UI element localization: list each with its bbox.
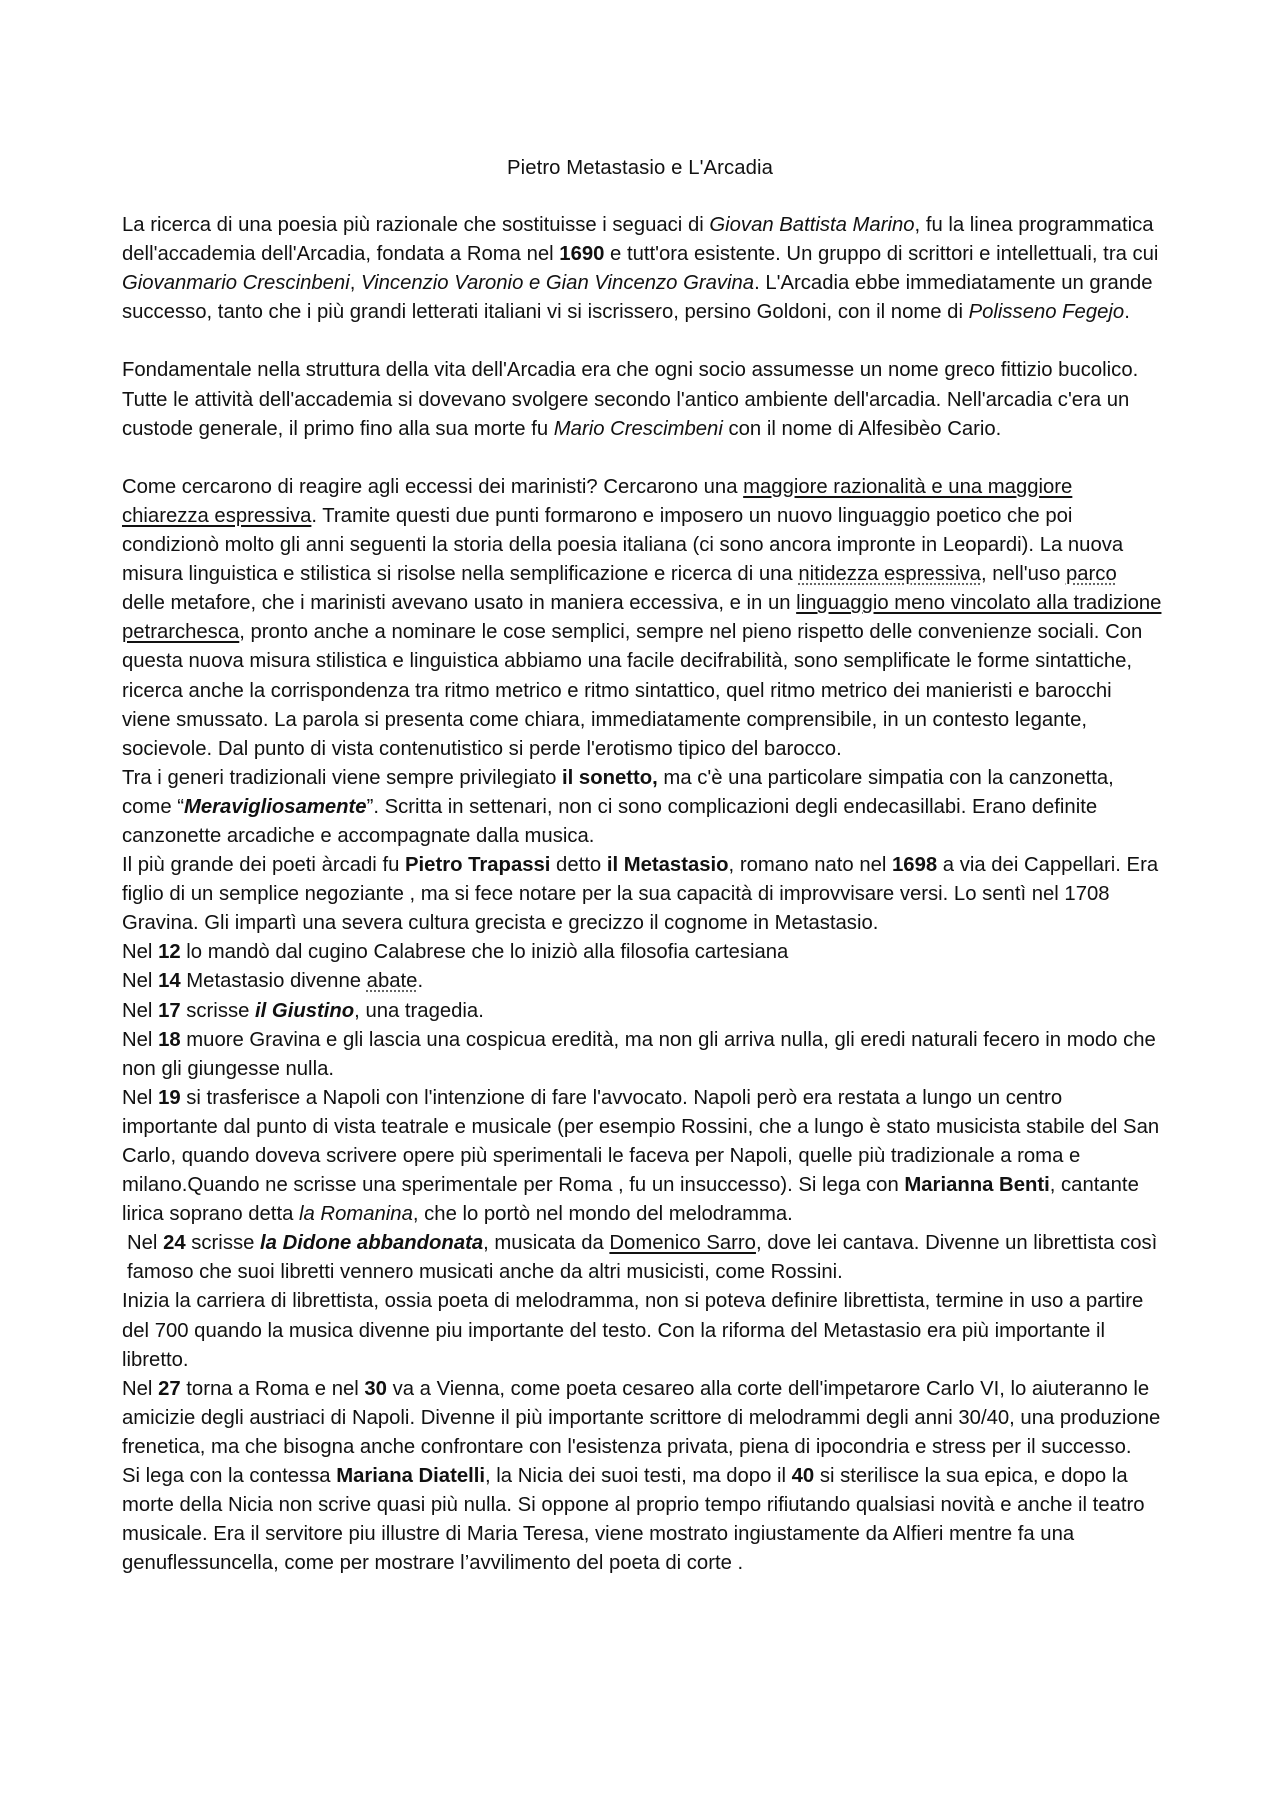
year-bold: 18 (158, 1028, 181, 1051)
text-run: detto (550, 854, 607, 877)
name-marino: Giovan Battista Marino (709, 214, 915, 236)
name-la-romanina: la Romanina (299, 1203, 413, 1226)
text-run: . (1124, 301, 1130, 324)
text-run: . (417, 970, 424, 993)
name-metastasio: il Metastasio (606, 854, 729, 877)
text-run: , la Nicia dei suoi testi, ma dopo il (485, 1465, 792, 1488)
paragraph-gap (122, 327, 1162, 356)
text-run: Tra i generi tradizionali viene sempre privilegiato (122, 766, 563, 789)
name-crescimbeni: Mario Crescimbeni (553, 417, 723, 440)
text-run: . L'Arcadia ebbe immediatamente un grande successo, tanto che i più grandi letterati italiani vi si iscrissero, persino Goldoni, con il nome di (122, 272, 1153, 324)
paragraph-year-12 (122, 938, 1162, 967)
text-run: Fondamentale nella struttura della vita dell'Arcadia era che ogni socio assumesse un nome greco fittizio bucolico. Tutte le attività dell'accademia si dovevano svolgere secondo l'antico ambiente dell'arcadia. Nell'arcadia c'era un custode generale, il primo fino alla sua morte fu (122, 359, 1139, 440)
text-run: . Tramite questi due punti formarono e imposero un nuovo linguaggio poetico che poi condizionò molto gli anni seguenti la storia della poesia italiana (ci sono ancora impronte in Leopardi). La nuova misura linguistica e stilistica si risolse nella semplificazione e ricerca di una (122, 504, 1124, 586)
year-bold: 12 (158, 941, 181, 964)
year-bold: 14 (158, 970, 181, 993)
text-run: Come cercarono di reagire agli eccessi dei marinisti? Cercarono una (122, 475, 744, 498)
year-bold: 17 (158, 999, 181, 1022)
year-bold: 27 (158, 1377, 181, 1400)
paragraph-arcadia-origins (122, 211, 1162, 327)
text-run: e tutt'ora esistente. Un gruppo di scrittori e intellettuali, tra cui (604, 243, 1159, 266)
text-run: muore Gravina e gli lascia una cospicua eredità, ma non gli arriva nulla, gli eredi naturali fecero in modo che non gli giungesse nulla. (122, 1028, 1156, 1080)
title-giustino: il Giustino (255, 999, 355, 1022)
text-run: , (349, 272, 361, 295)
name-crescinbeni: Giovanmario Crescinbeni (122, 272, 350, 295)
names-varonio-gravina: Vincenzio Varonio e Gian Vincenzo Gravina (360, 272, 755, 295)
text-run: , fu la linea programmatica dell'accademia dell'Arcadia, fondata a Roma nel (122, 214, 1154, 266)
paragraph-arcadia-structure (122, 356, 1162, 443)
paragraph-diatelli (122, 1462, 1162, 1578)
text-run: lo mandò dal cugino Calabrese che lo iniziò alla filosofia cartesiana (180, 941, 789, 964)
text-run: a via dei Cappellari. Era figlio di un semplice negoziante , ma si fece notare per la sua capacità di improvvisare versi. Lo sentì nel 1708 Gravina. Gli impartì una severa cultura grecista e grecizzo il cognome in Metastasio. (122, 854, 1159, 935)
text-run: , che lo portò nel mondo del melodramma. (412, 1203, 793, 1226)
text-run: , musicata da (483, 1232, 610, 1255)
text-run: Nel (127, 1232, 164, 1255)
text-run: La ricerca di una poesia più razionale che sostituisse i seguaci di (122, 214, 710, 236)
paragraph-year-14 (122, 967, 1162, 996)
document-title: Pietro Metastasio e L'Arcadia (506, 157, 774, 179)
paragraph-year-24 (122, 1229, 1162, 1287)
year-bold: 40 (791, 1465, 815, 1488)
paragraph-generi (122, 764, 1162, 851)
paragraph-year-27-30 (122, 1375, 1162, 1462)
text-run: , pronto anche a nominare le cose semplici, sempre nel pieno rispetto delle convenienze sociali. Con questa nuova misura stilistica e linguistica abbiamo una facile decifrabilità, sono semplificate le forme sintattiche, ricerca anche la corrispondenza tra ritmo metrico e ritmo sintattico, quel ritmo metrico dei manieristi e barocchi viene smussato. La parola si presenta come chiara, immediatamente comprensibile, in un contesto legante, socievole. Dal punto di vista contenutistico si perde l'erotismo tipico del barocco. (122, 621, 1143, 760)
text-run: si sterilisce la sua epica, e dopo la morte della Nicia non scrive quasi più nulla. Si oppone al proprio tempo rifiutando qualsiasi novità e anche il teatro musicale. Era il servitore piu illustre di Maria Teresa, viene mostrato ingiustamente da Alfieri mentre fa una genuflessuncella, come per mostrare l’avvilimento del poeta di corte . (122, 1465, 1145, 1575)
text-run: , una tragedia. (354, 999, 484, 1022)
title-didone-abbandonata: la Didone abbandonata (260, 1232, 484, 1255)
text-run: con il nome di Alfesibèo Cario. (722, 417, 1002, 440)
text-run: , romano nato nel (728, 854, 893, 877)
text-run: Si lega con la contessa (122, 1465, 337, 1488)
text-run: , nell'uso (980, 563, 1066, 586)
underlined-phrase: maggiore razionalità e una maggiore chiarezza espressiva (122, 475, 1073, 527)
year-bold: 30 (364, 1377, 387, 1400)
text-run: Nel (122, 1377, 159, 1400)
text-run: ”. Scritta in settenari, non ci sono complicazioni degli endecasillabi. Erano definite canzonette arcadiche e accompagnate dalla musica. (122, 795, 1098, 847)
text-run: , cantante lirica soprano detta (122, 1174, 1139, 1226)
text-run: Nel (122, 1086, 159, 1109)
text-run: va a Vienna, come poeta cesareo alla corte dell'impetarore Carlo VI, lo aiuteranno le amicizie degli austriaci di Napoli. Divenne il più importante scrittore di melodrammi degli anni 30/40, una produzione frenetica, ma che bisogna anche confrontare con l'esistenza privata, piena di ipocondria e stress per il successo. (122, 1377, 1161, 1458)
paragraph-gap (122, 444, 1162, 473)
text-run: si trasferisce a Napoli con l'intenzione di fare l'avvocato. Napoli però era restata a lungo un centro importante dal punto di vista teatrale e musicale (per esempio Rossini, che a lungo è stato musicista stabile del San Carlo, quando doveva scrivere opere più sperimentali le faceva per Napoli, quelle più tradizionale a roma e milano.Quando ne scrisse una sperimentale per Roma , fu un insuccesso). Si lega con (122, 1086, 1160, 1197)
text-run: Nel (122, 941, 159, 964)
paragraph-librettista (122, 1287, 1162, 1374)
paragraph-metastasio-birth (122, 851, 1162, 938)
text-run: ma c'è una particolare simpatia con la canzonetta, come “ (122, 766, 1114, 818)
underlined-word: parco (1065, 563, 1117, 586)
year-bold: 19 (158, 1086, 181, 1109)
name-polisseno-fegejo: Polisseno Fegejo (968, 301, 1125, 324)
paragraph-year-17 (122, 997, 1162, 1026)
name-marianna-benti: Marianna Benti (904, 1174, 1050, 1197)
year-1690: 1690 (559, 243, 605, 266)
name-pietro-trapassi: Pietro Trapassi (405, 854, 551, 877)
paragraph-reaction-marinisti (122, 473, 1162, 764)
text-run: Nel (122, 999, 159, 1022)
text-run: Metastasio divenne (180, 970, 367, 993)
paragraph-year-18 (122, 1026, 1162, 1084)
bold-sonetto: il sonetto, (562, 766, 658, 789)
year-bold: 24 (163, 1232, 186, 1255)
title-meravigliosamente: Meravigliosamente (183, 795, 367, 818)
text-run: scrisse (180, 999, 256, 1022)
text-run: Inizia la carriera di librettista, ossia poeta di melodramma, non si poteva definire librettista, termine in uso a partire del 700 quando la musica divenne piu importante del testo. Con la riforma del Metastasio era più importante il libretto. (122, 1290, 1144, 1371)
document-body (122, 211, 1162, 1578)
text-run: scrisse (185, 1232, 261, 1255)
text-run: torna a Roma e nel (180, 1377, 365, 1400)
text-run: , dove lei cantava. Divenne un librettista così famoso che suoi libretti vennero musicati anche da altri musicisti, come Rossini. (127, 1232, 1158, 1284)
underlined-phrase: nitidezza espressiva (798, 563, 981, 586)
text-run: Il più grande dei poeti àrcadi fu (122, 854, 405, 877)
underlined-name-sarro: Domenico Sarro (609, 1232, 756, 1255)
text-run: Nel (122, 970, 159, 993)
text-run: delle metafore, che i marinisti avevano usato in maniera eccessiva, e in un (122, 592, 797, 615)
paragraph-year-19 (122, 1084, 1162, 1229)
underlined-word: abate (366, 970, 418, 993)
year-1698: 1698 (892, 854, 938, 877)
text-run: Nel (122, 1028, 159, 1051)
name-mariana-diatelli: Mariana Diatelli (336, 1465, 486, 1488)
underlined-phrase: linguaggio meno vincolato alla tradizione petrarchesca (122, 592, 1162, 644)
